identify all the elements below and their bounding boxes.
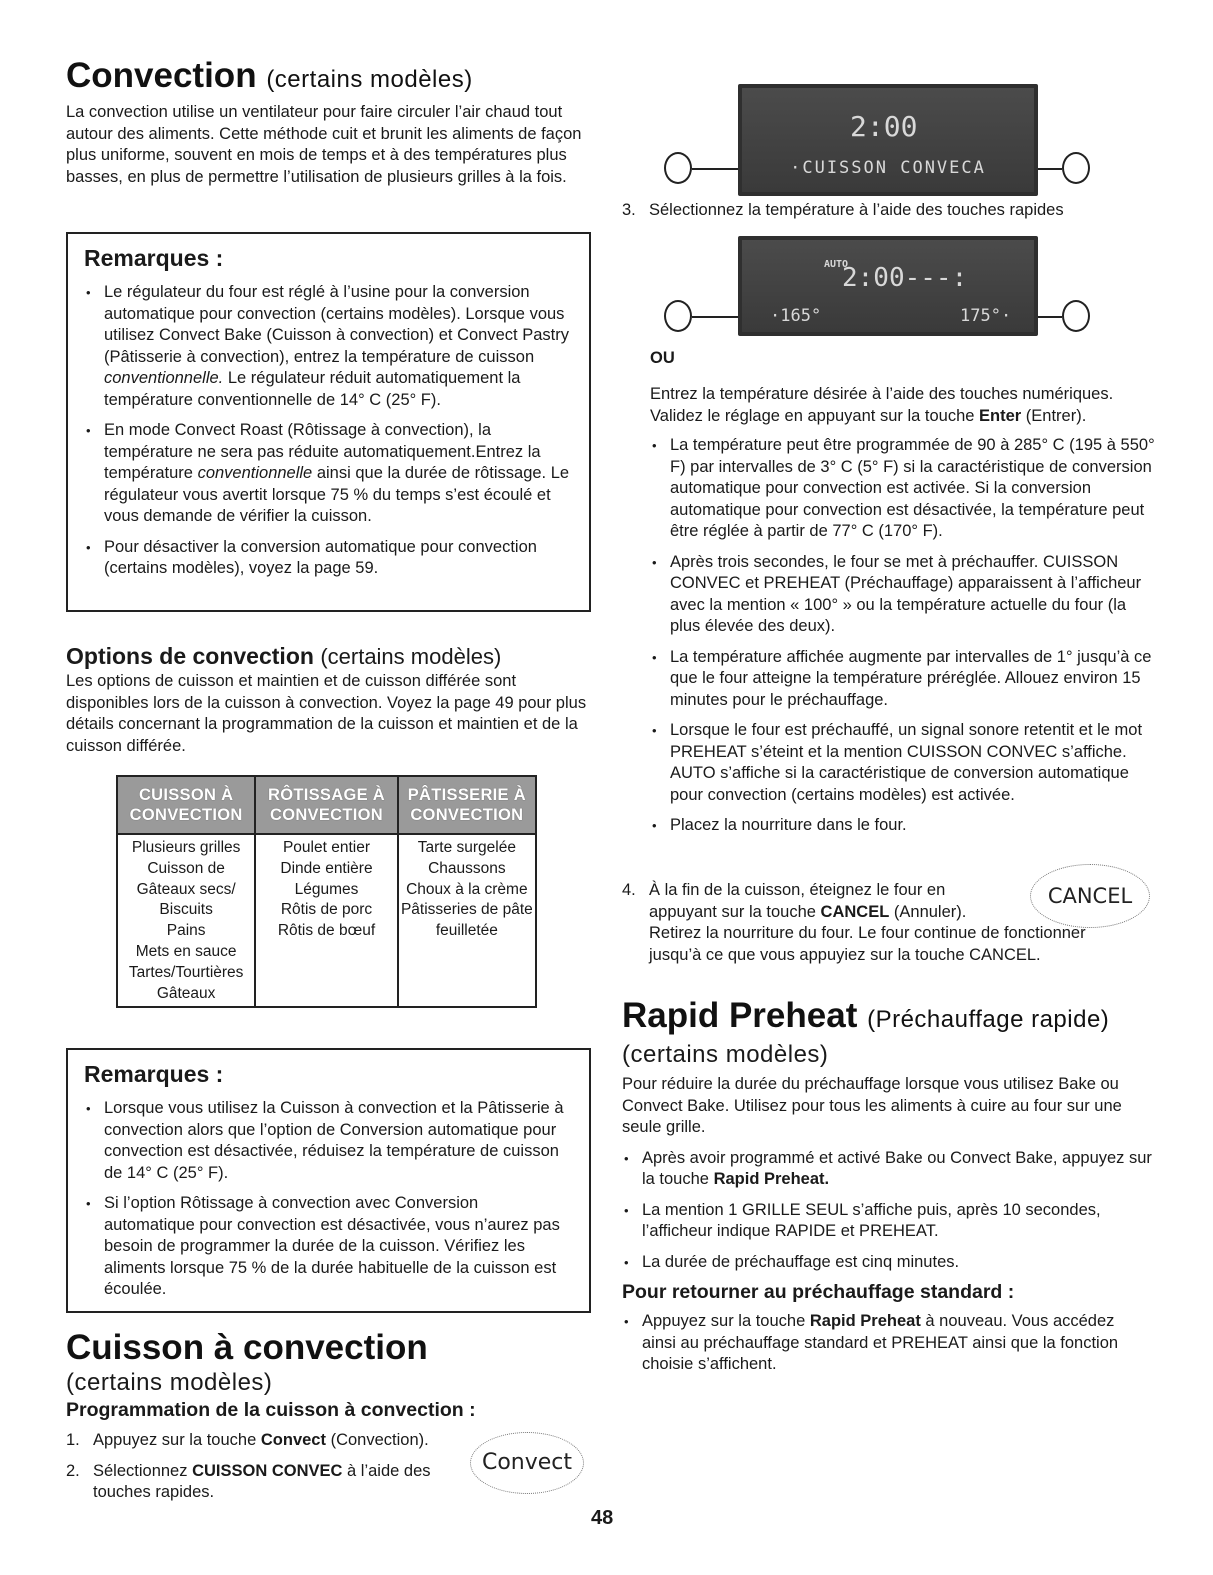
list-item: • La température affichée augmente par intervalles de 1° jusqu’à ce que le four atteigne la température préréglée. Allouez environ 15 minutes pour le préchauffage.	[650, 647, 1155, 712]
right-bullet-list	[650, 435, 1155, 837]
step-4: 4. À la fin de la cuisson, éteignez le four en appuyant sur la touche CANCEL (Annuler). Retirez la nourriture du four. Le four continue de fonctionner jusqu’à ce que vous appuyiez sur la touche CANCEL.	[622, 881, 1086, 964]
options-text: Les options de cuisson et maintien et de cuisson différée sont disponibles lors de la cuisson à convection. Voyez la page 49 pour plus détails concernant la programmation de la cuisson et maintien et de la cuisson différée.	[66, 672, 587, 755]
remarks-title-2: Remarques :	[84, 1061, 224, 1087]
right-knob-icon	[1062, 152, 1090, 184]
cuisson-subtitle: (certains modèles)	[66, 1369, 273, 1396]
table-header: CUISSON À CONVECTION	[117, 776, 255, 834]
remarks-list-1	[84, 282, 571, 580]
table-cell: Tarte surgelée Chaussons Choux à la crème Pâtisseries de pâte feuilletée	[398, 834, 536, 1007]
options-section	[66, 642, 591, 757]
remarks-list-2	[84, 1098, 571, 1301]
convection-title: Convection (certains modèles)	[66, 56, 473, 95]
list-item: • Lorsque le four est préchauffé, un signal sonore retentit et le mot PREHEAT s’éteint et la mention CUISSON CONVEC s’affiche. AUTO s’affiche si la caractéristique de conversion automatique pour convection (certains modèles) est activée.	[650, 720, 1155, 806]
enter-instructions: Entrez la température désirée à l’aide des touches numériques. Validez le réglage en appuyant sur la touche Enter (Entrer). • La température peut être programmée de 90 à 285° C (195 à 550° F) par intervalles de 3° C (5° F) si la caractéristique de conversion automatique pour convection est activée. Si la conversion automatique pour convection est désactivée, la température peut être réglée à partir de 77° C (170° F). • Après trois secondes, le four se met à préchauffer. CUISSON CONVEC et PREHEAT (Préchauffage) apparaissent à l’afficheur avec la mention « 100° » ou la température actuelle du four (la plus élevée des deux). • La température affichée augmente par intervalles de 1° jusqu’à ce que le four atteigne la température préréglée. Allouez environ 15 minutes pour le préchauffage. • Lorsque le four est préchauffé, un signal sonore retentit et le mot PREHEAT s’éteint et la mention CUISSON CONVEC s’affiche. AUTO s’affiche si la caractéristique de conversion automatique pour convection (certains modèles) est activée. • Placez la nourriture dans le four.	[650, 384, 1155, 846]
list-item: • La température peut être programmée de 90 à 285° C (195 à 550° F) par intervalles de 3° C (5° F) si la caractéristique de conversion automatique pour convection est activée. Si la conversion automatique pour convection est désactivée, la température peut être réglée à partir de 77° C (170° F).	[650, 435, 1155, 543]
list-item: • Lorsque vous utilisez la Cuisson à convection et la Pâtisserie à convection alors que l’option de Conversion automatique pour convection est désactivée, réduisez la température de cuisson de 14° C (25° F).	[84, 1098, 571, 1184]
list-item: • Après trois secondes, le four se met à préchauffer. CUISSON CONVEC et PREHEAT (Préchauffage) apparaissent à l’afficheur avec la mention « 100° » ou la température actuelle du four (la plus élevée des deux).	[650, 552, 1155, 638]
cuisson-title: Cuisson à convection	[66, 1328, 428, 1367]
ou-label: OU	[650, 349, 675, 367]
display-screen	[738, 84, 1038, 196]
list-item: • Pour désactiver la conversion automatique pour convection (certains modèles), voyez la page 59.	[84, 537, 571, 580]
rapid-intro: Pour réduire la durée du préchauffage lorsque vous utilisez Bake ou Convect Bake. Utilisez pour tous les aliments à cuire au four sur une seule grille.	[622, 1075, 1122, 1136]
cancel-key-button[interactable]: CANCEL	[1030, 864, 1150, 928]
convection-section	[66, 56, 591, 188]
table-cell: Poulet entier Dinde entière Légumes Rôtis de porc Rôtis de bœuf	[255, 834, 397, 1007]
step-2: 2. Sélectionnez CUISSON CONVEC à l’aide des touches rapides.	[66, 1461, 431, 1501]
programmation-title: Programmation de la cuisson à convection :	[66, 1399, 476, 1421]
list-item: • Appuyez sur la touche Rapid Preheat à nouveau. Vous accédez ainsi au préchauffage standard et PREHEAT ainsi que la fonction choisie s’affichent.	[622, 1311, 1152, 1376]
oven-display-1	[664, 84, 1094, 200]
return-bullet-list	[622, 1311, 1152, 1376]
table-header: RÔTISSAGE À CONVECTION	[255, 776, 397, 834]
rapid-title: Rapid Preheat (Préchauffage rapide)	[622, 996, 1110, 1035]
table-header: PÂTISSERIE À CONVECTION	[398, 776, 536, 834]
left-knob-icon	[664, 152, 692, 184]
display-mode: ·CUISSON CONVECA	[790, 158, 986, 178]
list-item: • La mention 1 GRILLE SEUL s’affiche puis, après 10 secondes, l’afficheur indique RAPIDE et PREHEAT.	[622, 1200, 1152, 1243]
list-item: • La durée de préchauffage est cinq minutes.	[622, 1252, 1152, 1274]
display-auto: AUTO	[824, 259, 849, 270]
display-time: 2:00---:	[842, 263, 968, 293]
oven-display-2	[664, 236, 1094, 340]
list-item: • En mode Convect Roast (Rôtissage à convection), la température ne sera pas réduite automatiquement.Entrez la température conventionnelle ainsi que la durée de rôtissage. Le régulateur vous avertit lorsque 75 % du temps s’est écoulé et vous demande de vérifier la cuisson.	[84, 420, 571, 528]
remarks-box-2	[66, 1048, 591, 1313]
display-screen	[738, 236, 1038, 336]
convection-options-table	[116, 775, 537, 1008]
right-knob-icon	[1062, 300, 1090, 332]
display-time: 2:00	[850, 110, 918, 143]
list-item: • Après avoir programmé et activé Bake ou Convect Bake, appuyez sur la touche Rapid Preheat.	[622, 1148, 1152, 1191]
display-temp-right: 175°·	[960, 306, 1012, 326]
display-temp-left: ·165°	[770, 306, 822, 326]
list-item: • Le régulateur du four est réglé à l’usine pour la conversion automatique pour convection (certains modèles). Lorsque vous utilisez Convect Bake (Cuisson à convection) et Convect Pastry (Pâtisserie à convection), entrez la température de cuisson conventionnelle. Le régulateur réduit automatiquement la température conventionnelle de 14° C (25° F).	[84, 282, 571, 411]
remarks-box-1	[66, 232, 591, 612]
step-3: 3. Sélectionnez la température à l’aide des touches rapides	[622, 201, 1064, 219]
options-title: Options de convection (certains modèles)	[66, 643, 502, 669]
convect-key-button[interactable]: Convect	[470, 1432, 584, 1494]
table-cell: Plusieurs grilles Cuisson de Gâteaux secs/ Biscuits Pains Mets en sauce Tartes/Tourtières Gâteaux	[117, 834, 255, 1007]
step-1: 1. Appuyez sur la touche Convect (Convection).	[66, 1431, 429, 1449]
remarks-title-1: Remarques :	[84, 245, 224, 271]
page-number: 48	[591, 1507, 614, 1529]
return-standard-title: Pour retourner au préchauffage standard :	[622, 1281, 1015, 1303]
rapid-bullet-list	[622, 1148, 1152, 1274]
rapid-preheat-section	[622, 996, 1152, 1385]
list-item: • Placez la nourriture dans le four.	[650, 815, 1155, 837]
table-row	[117, 834, 536, 1007]
rapid-subtitle: (certains modèles)	[622, 1041, 829, 1068]
convection-intro: La convection utilise un ventilateur pour faire circuler l’air chaud tout autour des aliments. Cette méthode cuit et brunit les aliments de façon plus uniforme, souvent en mois de temps et à des températures plus basses, en plus de permettre l’utilisation de plusieurs grilles à la fois.	[66, 103, 582, 186]
list-item: • Si l’option Rôtissage à convection avec Conversion automatique pour convection est désactivée, vous n’aurez pas besoin de programmer la durée de la cuisson. Vérifiez les aliments lorsque 75 % de la durée habituelle de la cuisson est écoulée.	[84, 1193, 571, 1301]
left-knob-icon	[664, 300, 692, 332]
